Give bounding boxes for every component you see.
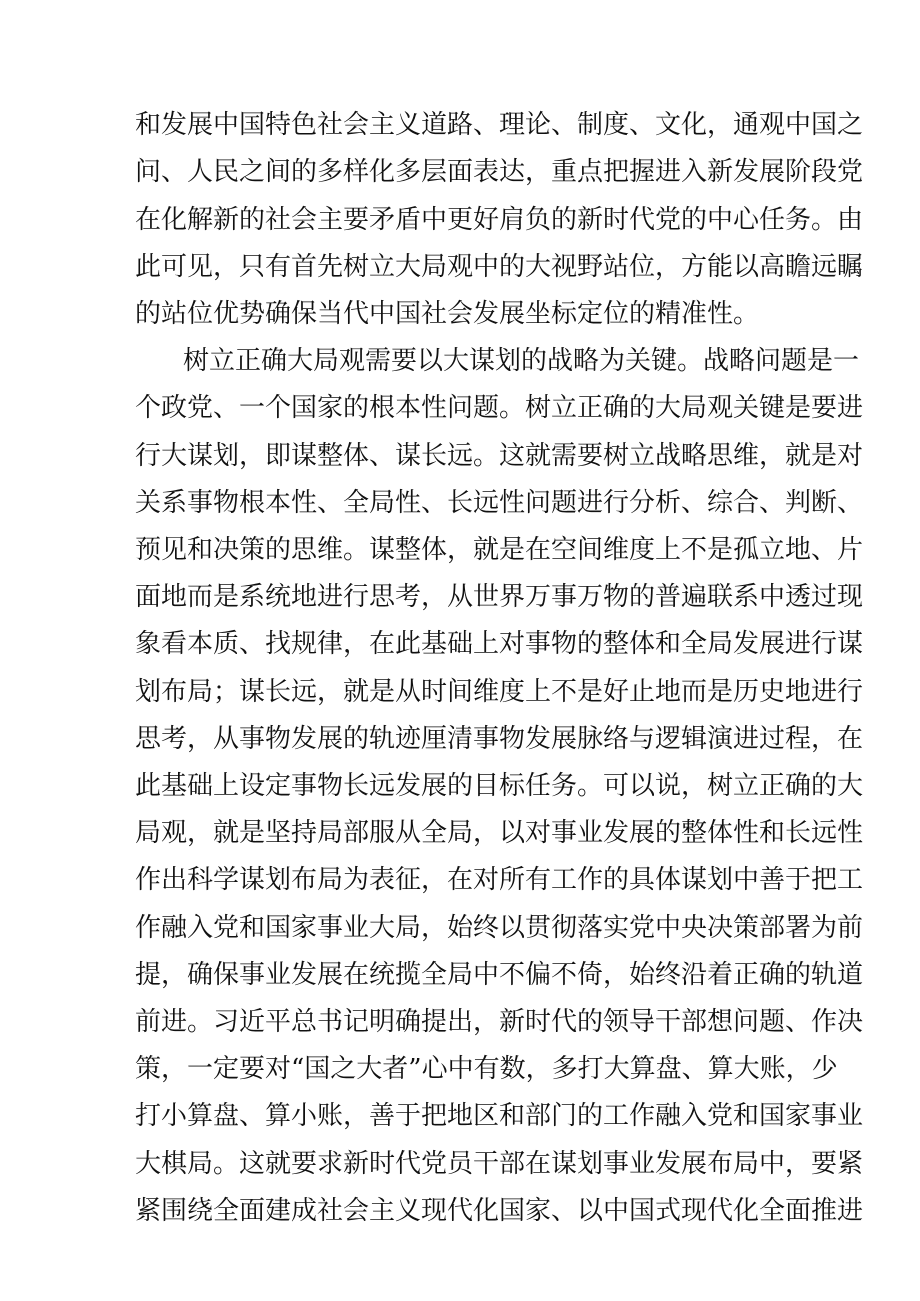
text-line: 划布局；谋长远，就是从时间维度上不是好止地而是历史地进行 xyxy=(135,677,864,707)
text-line: 紧围绕全面建成社会主义现代化国家、以中国式现代化全面推进 xyxy=(135,1196,864,1226)
text-line: 个政党、一个国家的根本性问题。树立正确的大局观关键是要进 xyxy=(135,393,864,423)
text-line: 预见和决策的思维。谋整体，就是在空间维度上不是孤立地、片 xyxy=(135,535,864,565)
text-line: 象看本质、找规律，在此基础上对事物的整体和全局发展进行谋 xyxy=(135,629,864,659)
text-line: 此基础上设定事物长远发展的目标任务。可以说，树立正确的大 xyxy=(135,771,864,801)
text-line: 局观，就是坚持局部服从全局，以对事业发展的整体性和长远性 xyxy=(135,818,864,848)
text-line: 思考，从事物发展的轨迹厘清事物发展脉络与逻辑演进过程，在 xyxy=(135,724,864,754)
text-line: 前进。习近平总书记明确提出，新时代的领导干部想问题、作决 xyxy=(135,1007,864,1037)
text-line: 树立正确大局观需要以大谋划的战略为关键。战略问题是一 xyxy=(183,346,860,376)
text-line: 大棋局。这就要求新时代党员干部在谋划事业发展布局中，要紧 xyxy=(135,1149,864,1179)
text-line: 行大谋划，即谋整体、谋长远。这就需要树立战略思维，就是对 xyxy=(135,441,864,471)
text-line: 面地而是系统地进行思考，从世界万事万物的普遍联系中透过现 xyxy=(135,582,864,612)
text-line: 的站位优势确保当代中国社会发展坐标定位的精准性。 xyxy=(135,299,760,329)
text-line: 此可见，只有首先树立大局观中的大视野站位，方能以高瞻远瞩 xyxy=(135,252,864,282)
text-line: 策，一定要对“国之大者”心中有数，多打大算盘、算大账，少 xyxy=(135,1054,838,1084)
text-line: 作融入党和国家事业大局，始终以贯彻落实党中央决策部署为前 xyxy=(135,913,864,943)
text-line: 作出科学谋划布局为表征，在对所有工作的具体谋划中善于把工 xyxy=(135,865,864,895)
text-line: 打小算盘、算小账，善于把地区和部门的工作融入党和国家事业 xyxy=(135,1101,864,1131)
text-line: 和发展中国特色社会主义道路、理论、制度、文化，通观中国之 xyxy=(135,110,864,140)
text-line: 关系事物根本性、全局性、长远性问题进行分析、综合、判断、 xyxy=(135,488,864,518)
text-line: 问、人民之间的多样化多层面表达，重点把握进入新发展阶段党 xyxy=(135,157,864,187)
text-line: 在化解新的社会主要矛盾中更好肩负的新时代党的中心任务。由 xyxy=(135,205,864,235)
text-line: 提，确保事业发展在统揽全局中不偏不倚，始终沿着正确的轨道 xyxy=(135,960,864,990)
